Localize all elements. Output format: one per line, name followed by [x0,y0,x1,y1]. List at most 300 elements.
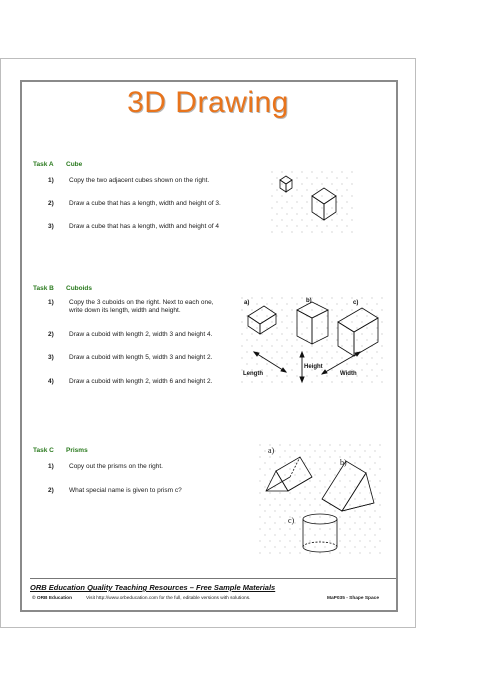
width-label: Width [340,371,357,377]
grid-dot [332,370,333,371]
task-a-q1-text: Copy the two adjacent cubes shown on the right. [69,177,210,184]
task-b-q2-text: Draw a cuboid with length 2, width 3 and height 4. [69,331,213,338]
task-b-q4-num: 4) [48,378,54,385]
grid-dot [285,463,286,464]
grid-dot [327,304,328,305]
grid-dot [275,451,276,452]
grid-dot [322,172,323,173]
grid-dot [252,382,253,383]
grid-dot [367,328,368,329]
grid-dot [307,214,308,215]
grid-dot [315,463,316,464]
grid-dot [252,358,253,359]
grid-dot [327,376,328,377]
grid-dot [307,340,308,341]
grid-dot [260,517,261,518]
grid-dot [295,523,296,524]
grid-dot [320,541,321,542]
grid-dot [347,178,348,179]
grid-dot [310,529,311,530]
grid-dot [317,202,318,203]
grid-dot [327,214,328,215]
grid-dot [247,328,248,329]
grid-dot [350,493,351,494]
grid-dot [352,358,353,359]
grid-dot [305,499,306,500]
grid-dot [265,487,266,488]
grid-dot [362,358,363,359]
grid-dot [325,523,326,524]
grid-dot [342,220,343,221]
grid-dot [372,370,373,371]
figure-prisms [258,441,382,557]
footer-code: MaP035 - Shape Space [327,596,379,601]
grid-dot [277,340,278,341]
grid-dot [377,304,378,305]
large-cube [312,188,336,220]
grid-dot [295,499,296,500]
grid-dot [370,493,371,494]
grid-dot [275,535,276,536]
footer-copyright: © ORB Education [32,596,73,601]
grid-dot [310,517,311,518]
grid-dot [262,310,263,311]
grid-dot [355,535,356,536]
grid-dot [332,358,333,359]
grid-dot [370,505,371,506]
grid-dot [282,208,283,209]
grid-dot [342,382,343,383]
grid-dot [272,358,273,359]
grid-dot [282,172,283,173]
prism-label-c: c) [288,516,295,525]
grid-dot [325,511,326,512]
grid-dot [345,523,346,524]
grid-dot [320,505,321,506]
grid-dot [330,493,331,494]
grid-dot [352,232,353,233]
grid-dot [292,346,293,347]
grid-dot [295,463,296,464]
cuboid-label-b: b) [306,298,312,304]
grid-dot [322,184,323,185]
grid-dot [352,310,353,311]
grid-dot [272,232,273,233]
grid-dot [270,457,271,458]
grid-dot [377,364,378,365]
grid-dot [332,298,333,299]
task-b-id: Task B [33,285,54,292]
grid-dot [307,376,308,377]
grid-dot [302,208,303,209]
grid-dot [262,382,263,383]
grid-dot [302,334,303,335]
grid-dot [332,184,333,185]
grid-dot [247,364,248,365]
grid-dot [305,523,306,524]
grid-dot [282,184,283,185]
grid-dot [372,358,373,359]
grid-dot [265,475,266,476]
grid-dot [382,322,383,323]
grid-dot [382,298,383,299]
grid-dot [332,334,333,335]
grid-dot [262,346,263,347]
grid-dot [297,304,298,305]
grid-dot [280,457,281,458]
grid-dot [357,340,358,341]
grid-dot [310,445,311,446]
grid-dot [380,553,381,554]
grid-dot [360,493,361,494]
grid-dot [352,322,353,323]
grid-dot [312,358,313,359]
grid-dot [302,298,303,299]
prism-label-b: b) [340,458,347,467]
grid-dot [345,499,346,500]
grid-dot [270,553,271,554]
grid-dot [362,370,363,371]
grid-dot [272,370,273,371]
grid-dot [297,364,298,365]
grid-dot [375,475,376,476]
grid-dot [360,541,361,542]
grid-dot [375,523,376,524]
grid-dot [365,499,366,500]
grid-dot [282,382,283,383]
grid-dot [350,457,351,458]
grid-dot [370,457,371,458]
grid-dot [280,529,281,530]
grid-dot [315,535,316,536]
grid-dot [297,178,298,179]
grid-dot [297,226,298,227]
grid-dot [252,346,253,347]
grid-dot [282,346,283,347]
grid-dot [277,304,278,305]
grid-dot [270,505,271,506]
grid-dot [375,499,376,500]
grid-dot [352,334,353,335]
grid-dot [272,208,273,209]
task-a-q2-num: 2) [48,200,54,207]
height-label: Height [304,364,323,370]
grid-dot [287,340,288,341]
grid-dot [242,334,243,335]
grid-dot [360,505,361,506]
grid-dot [275,523,276,524]
grid-dot [307,202,308,203]
grid-dot [370,445,371,446]
task-c-name: Prisms [66,447,88,454]
grid-dot [242,298,243,299]
task-c-id: Task C [33,447,54,454]
grid-dot [302,184,303,185]
grid-dot [365,487,366,488]
grid-dot [275,463,276,464]
grid-dot [300,553,301,554]
grid-dot [310,469,311,470]
grid-dot [290,505,291,506]
grid-dot [325,463,326,464]
grid-dot [297,214,298,215]
grid-dot [337,202,338,203]
grid-dot [322,358,323,359]
grid-dot [340,481,341,482]
grid-dot [322,334,323,335]
grid-dot [342,232,343,233]
grid-dot [312,382,313,383]
task-a-q2-text: Draw a cube that has a length, width and height of 3. [69,200,221,207]
grid-dot [320,517,321,518]
grid-dot [242,382,243,383]
grid-dot [330,529,331,530]
grid-dot [370,541,371,542]
grid-dot [332,310,333,311]
grid-dot [375,487,376,488]
grid-dot [347,364,348,365]
grid-dot [337,190,338,191]
grid-dot [367,340,368,341]
grid-dot [272,346,273,347]
grid-dot [322,232,323,233]
grid-dot [337,376,338,377]
grid-dot [302,346,303,347]
grid-dot [320,529,321,530]
grid-dot [312,310,313,311]
grid-dot [292,208,293,209]
grid-dot [275,487,276,488]
grid-dot [315,487,316,488]
task-b-q4-text: Draw a cuboid with length 2, width 6 and height 2. [69,378,213,385]
grid-dot [355,451,356,452]
grid-dot [300,469,301,470]
grid-dot [300,505,301,506]
grid-dot [355,511,356,512]
grid-dot [287,202,288,203]
grid-dot [302,220,303,221]
grid-dot [262,334,263,335]
grid-dot [380,457,381,458]
grid-dot [335,547,336,548]
grid-dot [375,547,376,548]
grid-dot [377,316,378,317]
grid-dot [342,298,343,299]
grid-dot [325,451,326,452]
grid-dot [332,346,333,347]
grid-dot [307,328,308,329]
grid-dot [370,529,371,530]
grid-dot [345,547,346,548]
grid-dot [322,298,323,299]
grid-dot [330,457,331,458]
grid-dot [277,226,278,227]
grid-dot [280,505,281,506]
grid-dot [327,364,328,365]
grid-dot [330,553,331,554]
grid-dot [260,457,261,458]
grid-dot [307,190,308,191]
grid-dot [352,184,353,185]
grid-dot [310,541,311,542]
grid-dot [360,517,361,518]
grid-dot [320,553,321,554]
grid-dot [335,523,336,524]
grid-dot [382,346,383,347]
grid-dot [380,445,381,446]
grid-dot [330,445,331,446]
grid-dot [290,541,291,542]
grid-dot [275,547,276,548]
grid-dot [382,310,383,311]
grid-dot [335,499,336,500]
grid-dot [282,298,283,299]
task-b-q3-num: 3) [48,354,54,361]
grid-dot [320,493,321,494]
grid-dot [302,232,303,233]
prism-b [322,461,374,511]
grid-dot [272,382,273,383]
grid-dot [282,334,283,335]
footer-title: ORB Education Quality Teaching Resources – Free Sample Materials [30,583,276,592]
grid-dot [267,364,268,365]
task-a-name: Cube [66,161,83,168]
grid-dot [310,481,311,482]
grid-dot [350,445,351,446]
grid-dot [355,547,356,548]
grid-dot [275,475,276,476]
task-c-q2-num: 2) [48,487,54,494]
grid-dot [355,475,356,476]
prism-a [266,457,312,491]
task-c-q2-text: What special name is given to prism c? [69,487,182,494]
grid-dot [302,172,303,173]
grid-dot [335,451,336,452]
grid-dot [325,475,326,476]
grid-dot [300,529,301,530]
grid-dot [347,340,348,341]
grid-dot [300,541,301,542]
grid-dot [327,178,328,179]
grid-dot [277,178,278,179]
grid-dot [317,376,318,377]
cuboid-label-c: c) [353,300,359,306]
grid-dot [290,529,291,530]
grid-dot [297,352,298,353]
grid-dot [272,334,273,335]
grid-dot [277,190,278,191]
grid-dot [270,493,271,494]
grid-dot [247,352,248,353]
grid-dot [360,445,361,446]
grid-dot [317,190,318,191]
grid-dot [307,226,308,227]
grid-dot [350,517,351,518]
grid-dot [317,328,318,329]
grid-dot [265,535,266,536]
grid-dot [360,529,361,530]
grid-dot [370,517,371,518]
grid-dot [297,202,298,203]
grid-dot [312,220,313,221]
grid-dot [282,220,283,221]
grid-dot [347,214,348,215]
grid-dot [365,463,366,464]
grid-dot [265,451,266,452]
grid-dot [350,529,351,530]
grid-dot [357,316,358,317]
grid-dot [285,523,286,524]
grid-dot [317,340,318,341]
grid-dot [260,553,261,554]
grid-dot [342,358,343,359]
grid-dot [380,481,381,482]
grid-dot [305,487,306,488]
grid-dot [355,463,356,464]
grid-dot [357,328,358,329]
grid-dot [335,535,336,536]
grid-dot [380,469,381,470]
grid-dot [242,310,243,311]
grid-dot [327,352,328,353]
grid-dot [362,346,363,347]
grid-dot [272,196,273,197]
grid-dot [362,310,363,311]
grid-dot [282,322,283,323]
grid-dot [355,499,356,500]
grid-dot [347,226,348,227]
task-c-q1-num: 1) [48,463,54,470]
grid-dot [352,382,353,383]
grid-dot [275,511,276,512]
grid-dot [350,541,351,542]
grid-dot [292,172,293,173]
task-a-id: Task A [33,161,54,168]
grid-dot [347,190,348,191]
grid-dot [290,553,291,554]
grid-dot [312,172,313,173]
cuboid-b [297,302,328,344]
grid-dot [350,553,351,554]
grid-dot [377,340,378,341]
grid-dot [342,322,343,323]
grid-dot [302,196,303,197]
task-a-q3-text: Draw a cube that has a length, width and height of 4 [69,223,219,230]
grid-dot [252,334,253,335]
grid-dot [337,328,338,329]
grid-dot [257,328,258,329]
grid-dot [337,178,338,179]
grid-dot [287,226,288,227]
grid-dot [285,499,286,500]
grid-dot [332,196,333,197]
grid-dot [370,553,371,554]
grid-dot [380,505,381,506]
grid-dot [305,547,306,548]
footer-rule [30,578,396,579]
grid-dot [330,505,331,506]
grid-dot [292,310,293,311]
grid-dot [352,196,353,197]
grid-dot [352,298,353,299]
grid-dot [372,334,373,335]
grid-dot [305,475,306,476]
grid-dot [257,340,258,341]
grid-dot [277,364,278,365]
grid-dot [317,214,318,215]
grid-dot [302,310,303,311]
grid-dot [287,214,288,215]
